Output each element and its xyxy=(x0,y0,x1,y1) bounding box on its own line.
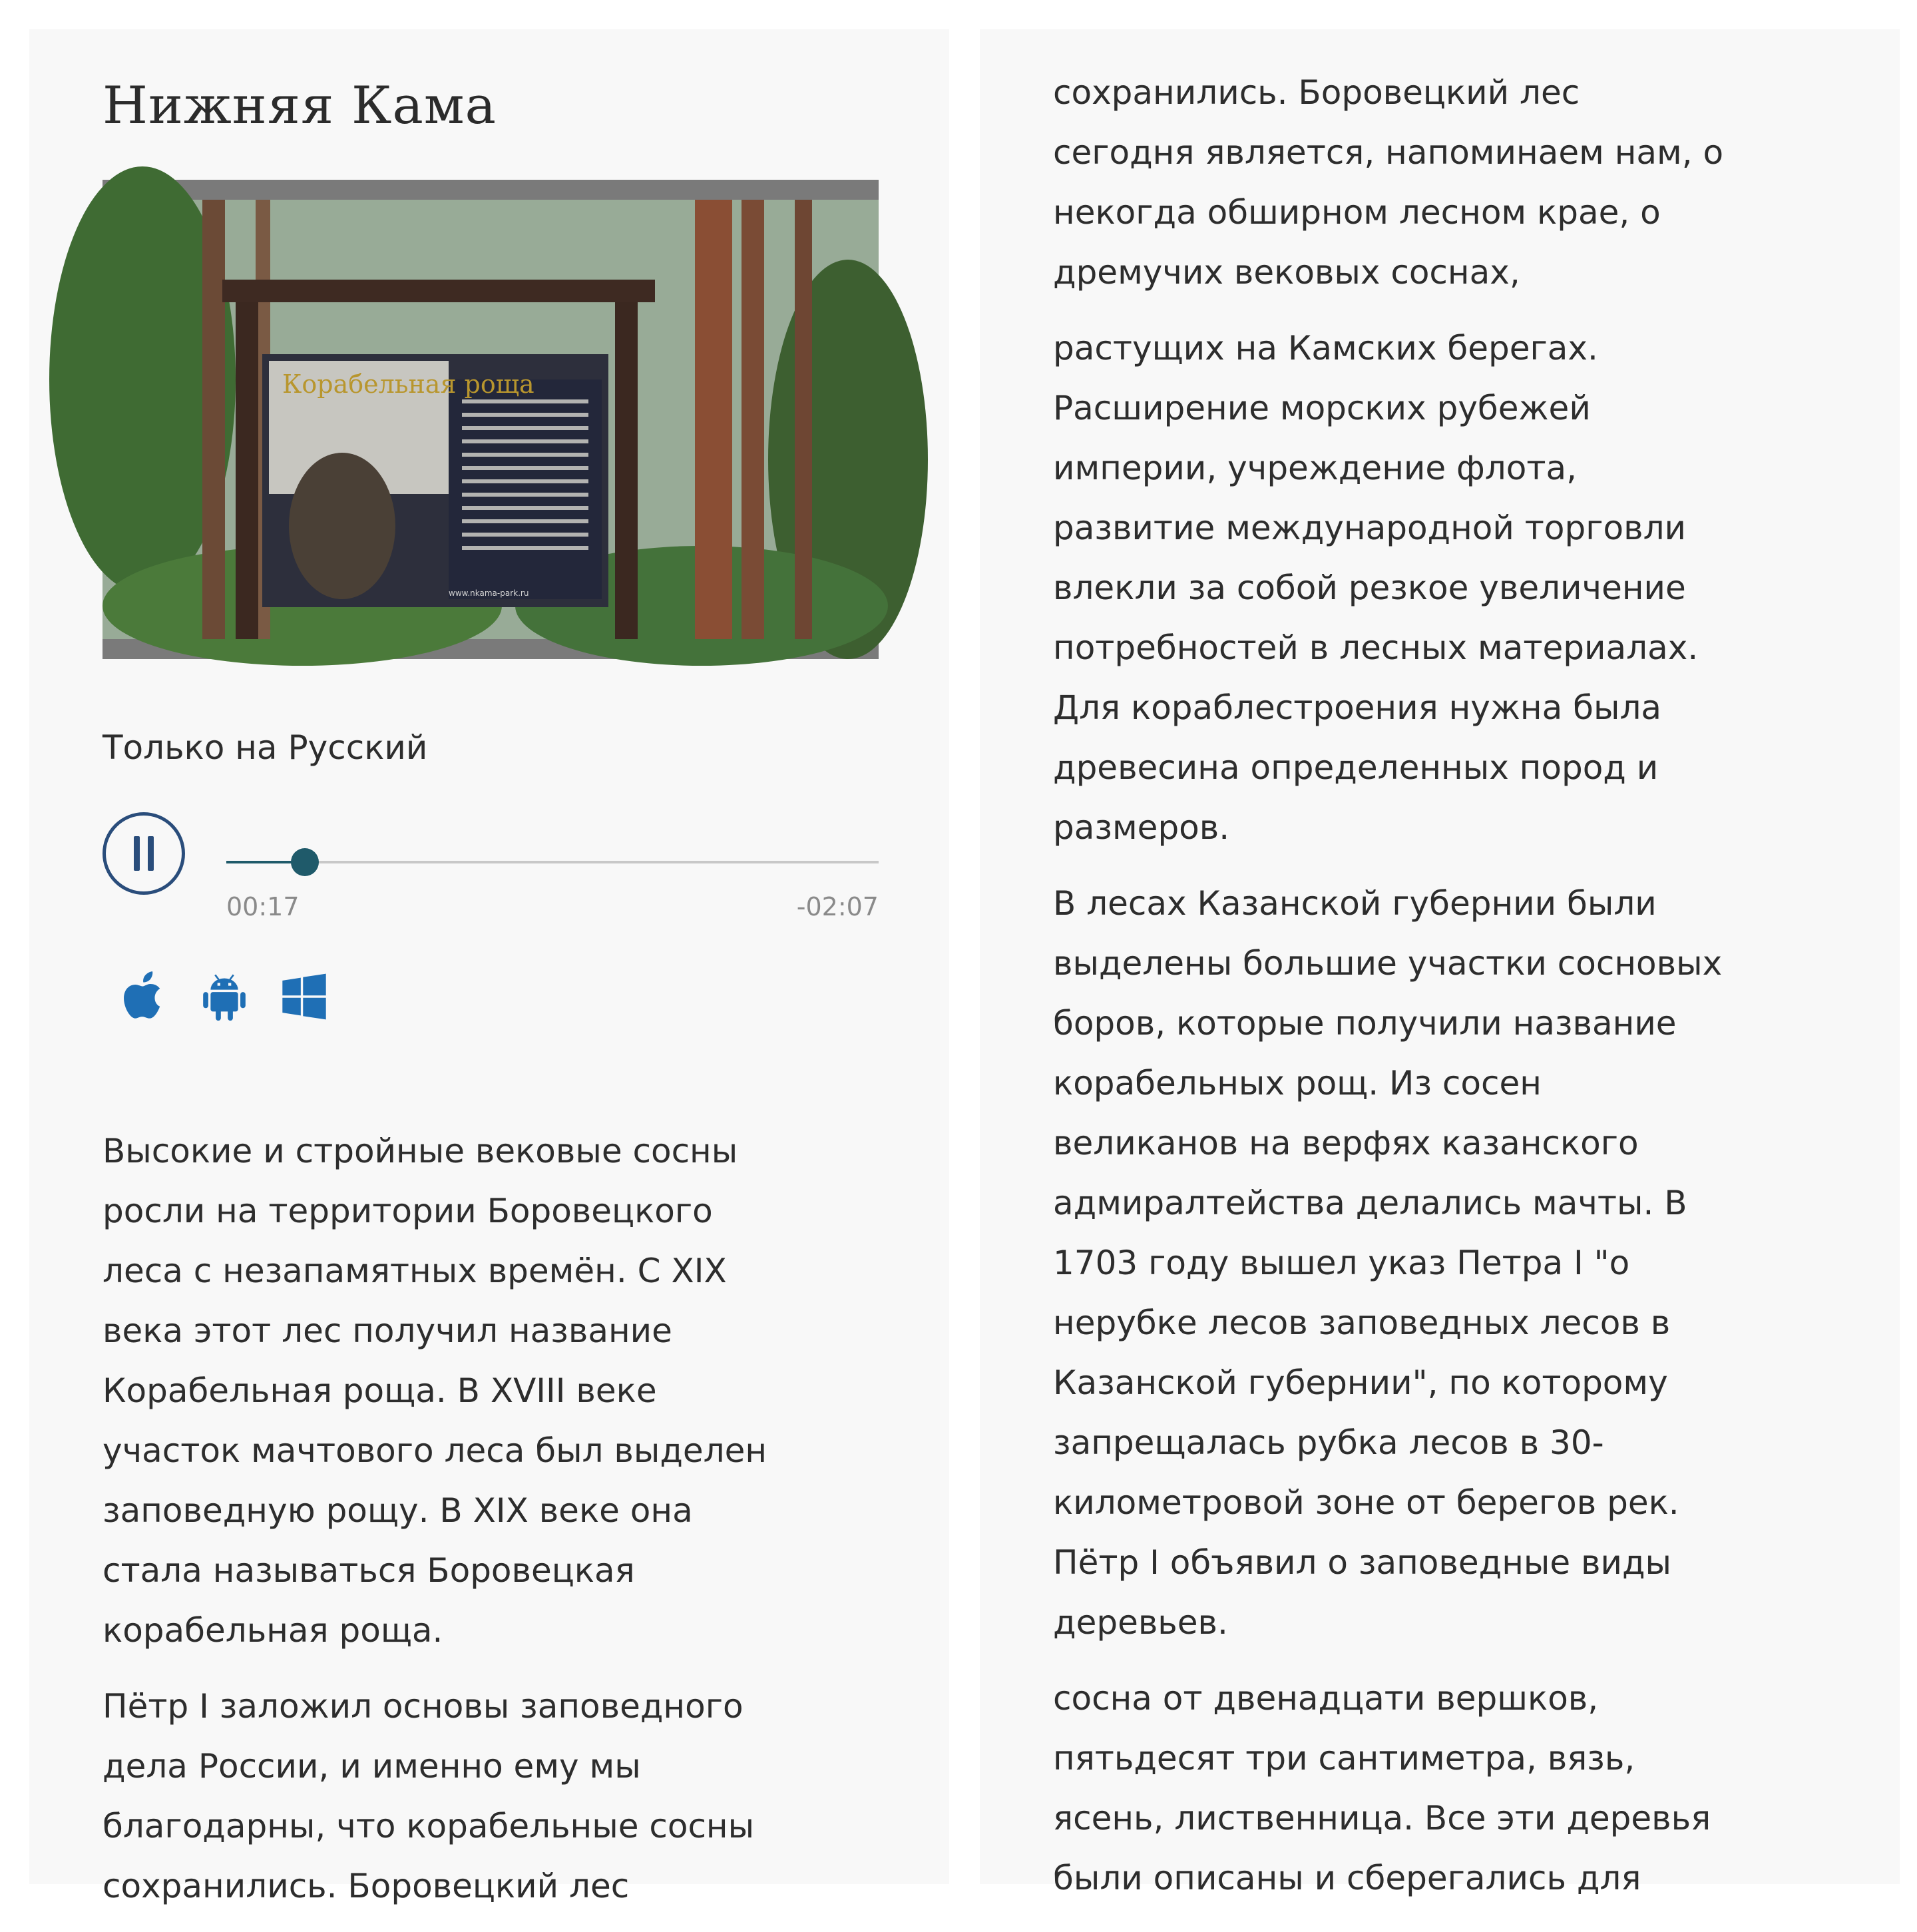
right-panel xyxy=(980,29,1900,1897)
text-line: сохранились. Боровецкий лес xyxy=(103,1867,630,1905)
text-line: дремучих вековых соснах, xyxy=(1053,253,1520,292)
text-line: Казанской губернии", по которому xyxy=(1053,1363,1668,1402)
text-line: корабельных рощ. Из сосен xyxy=(1053,1064,1542,1102)
paragraph xyxy=(103,1121,888,1660)
text-line: 1703 году вышел указ Петра I "о xyxy=(1053,1244,1630,1282)
text-line: Пётр I объявил о заповедные виды xyxy=(1053,1543,1672,1582)
text-line: Для кораблестроения нужна была xyxy=(1053,688,1662,727)
text-line: были описаны и сберегались для xyxy=(1053,1859,1641,1897)
text-line: потребностей в лесных материалах. xyxy=(1053,628,1699,667)
text-line: росли на территории Боровецкого xyxy=(103,1192,713,1230)
text-line: В лесах Казанской губернии были xyxy=(1053,884,1657,923)
sign-heading-text: Корабельная роща xyxy=(282,369,534,399)
text-line: развитие международной торговли xyxy=(1053,509,1687,547)
audio-progress-thumb[interactable] xyxy=(291,848,319,876)
text-line: стала называться Боровецкая xyxy=(103,1551,635,1590)
text-line: нерубке лесов заповедных лесов в xyxy=(1053,1304,1671,1342)
text-line: деревьев. xyxy=(1053,1603,1228,1642)
paragraph xyxy=(1053,63,1852,302)
left-panel xyxy=(29,29,949,1905)
pause-button[interactable] xyxy=(103,812,185,895)
sign-url-text: www.nkama-park.ru xyxy=(449,589,529,598)
paragraph xyxy=(1053,1668,1852,1908)
language-note: Только на Русский xyxy=(103,728,428,767)
text-line: влекли за собой резкое увеличение xyxy=(1053,569,1686,607)
pause-icon-bar xyxy=(148,836,154,871)
text-line: растущих на Камских берегах. xyxy=(1053,329,1598,367)
windows-icon[interactable] xyxy=(276,968,333,1025)
text-line: дела России, и именно ему мы xyxy=(103,1747,641,1786)
store-links xyxy=(116,968,333,1025)
text-line: выделены большие участки сосновых xyxy=(1053,944,1723,983)
text-line: сохранились. Боровецкий лес xyxy=(1053,73,1580,112)
text-line: участок мачтового леса был выделен xyxy=(103,1431,767,1470)
forest-sign-image xyxy=(103,180,879,659)
time-remaining: -02:07 xyxy=(796,892,879,921)
pause-icon xyxy=(134,836,140,871)
apple-icon[interactable] xyxy=(116,968,173,1025)
text-line: километровой зоне от берегов рек. xyxy=(1053,1483,1679,1522)
text-line: Расширение морских рубежей xyxy=(1053,389,1591,427)
audio-progress-track[interactable] xyxy=(226,861,879,863)
text-line: благодарны, что корабельные сосны xyxy=(103,1807,755,1845)
description-text-continued xyxy=(1053,63,1852,1924)
description-text xyxy=(103,1121,888,1932)
text-line: корабельная роща. xyxy=(103,1611,443,1650)
paragraph xyxy=(1053,318,1852,857)
paragraph xyxy=(1053,873,1852,1652)
text-line: запрещалась рубка лесов в 30- xyxy=(1053,1423,1604,1462)
paragraph xyxy=(103,1676,888,1916)
text-line: Высокие и стройные вековые сосны xyxy=(103,1132,738,1170)
text-line: размеров. xyxy=(1053,808,1230,847)
text-line: великанов на верфях казанского xyxy=(1053,1124,1639,1162)
text-line: империи, учреждение флота, xyxy=(1053,449,1577,487)
text-line: древесина определенных пород и xyxy=(1053,748,1659,787)
text-line: Пётр I заложил основы заповедного xyxy=(103,1687,744,1726)
text-line: адмиралтейства делались мачты. В xyxy=(1053,1184,1687,1222)
text-line: некогда обширном лесном крае, о xyxy=(1053,193,1661,232)
text-line: леса с незапамятных времён. С XIX xyxy=(103,1252,727,1290)
time-elapsed: 00:17 xyxy=(226,892,300,921)
text-line: ясень, лиственница. Все эти деревья xyxy=(1053,1799,1711,1837)
text-line: века этот лес получил название xyxy=(103,1312,672,1350)
tour-photo xyxy=(103,180,879,659)
page-title: Нижняя Кама xyxy=(103,76,497,136)
text-line: пятьдесят три сантиметра, вязь, xyxy=(1053,1739,1635,1778)
text-line: Корабельная роща. В XVIII веке xyxy=(103,1371,657,1410)
text-line: сегодня является, напоминаем нам, о xyxy=(1053,133,1724,172)
text-line: сосна от двенадцати вершков, xyxy=(1053,1679,1599,1718)
android-icon[interactable] xyxy=(196,968,253,1025)
text-line: заповедную рощу. В XIX веке она xyxy=(103,1491,693,1530)
text-line: боров, которые получили название xyxy=(1053,1004,1677,1043)
